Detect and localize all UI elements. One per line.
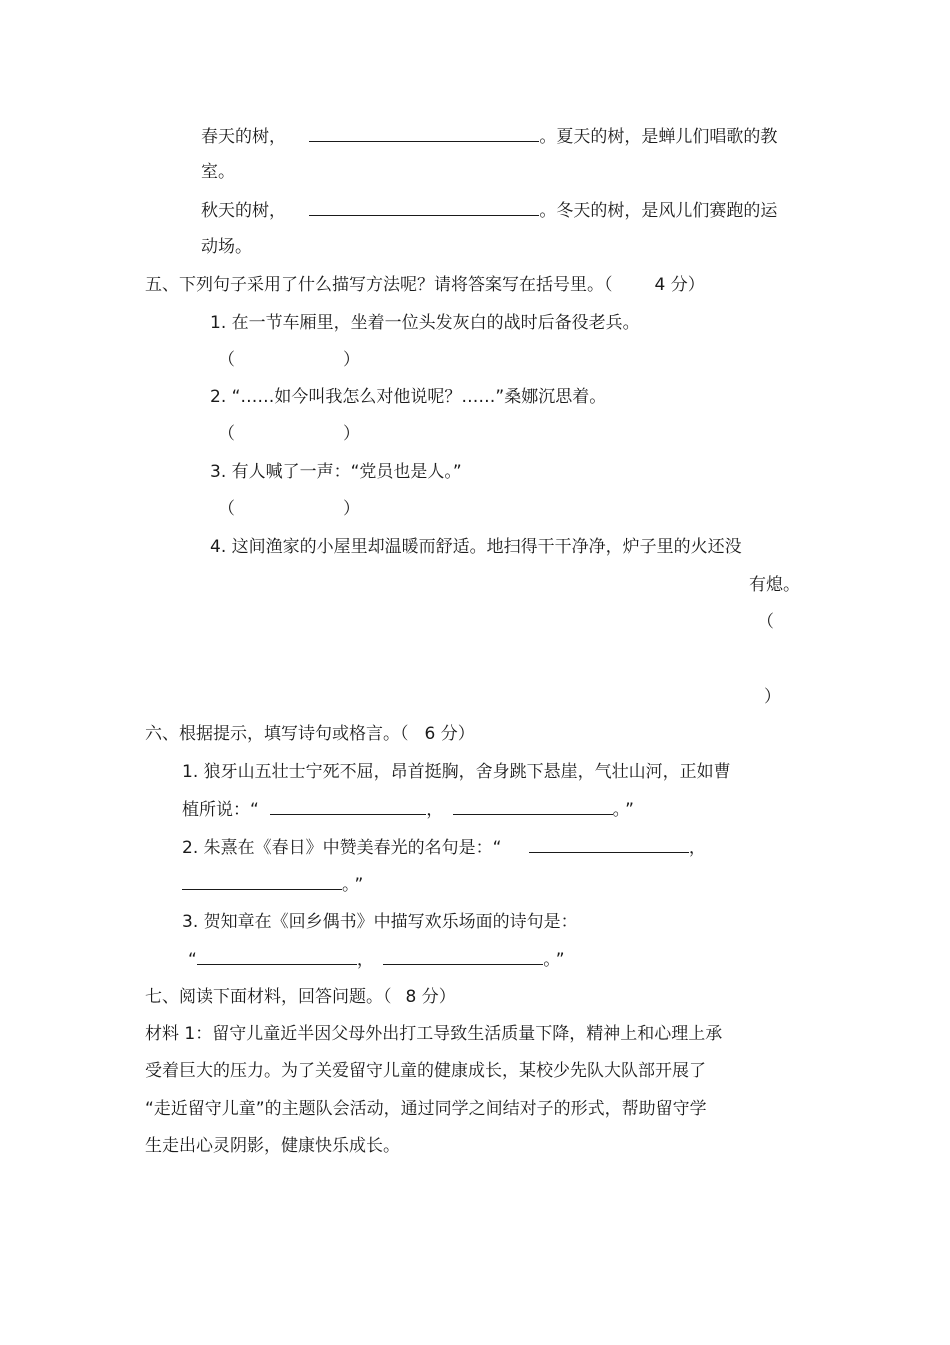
answer-parentheses-2[interactable] bbox=[218, 422, 360, 446]
section6-q2-line1 bbox=[182, 835, 706, 859]
section6-q3-line1: 3. 贺知章在《回乡偶书》中描写欢乐场面的诗句是： bbox=[182, 912, 578, 932]
open-quote: “ bbox=[188, 950, 197, 970]
material-line: “走近留守儿童”的主题队会活动，通过同学之间结对子的形式，帮助留守学 bbox=[145, 1099, 707, 1119]
paren-close: ） bbox=[343, 424, 360, 444]
fill-blank[interactable] bbox=[309, 124, 539, 142]
comma: ， bbox=[426, 800, 444, 820]
section4-line2-cont: 动场。 bbox=[201, 237, 252, 257]
close-quote: ” bbox=[625, 800, 634, 820]
section5-item-1: 1. 在一节车厢里，坐着一位头发灰白的战时后备役老兵。 bbox=[210, 313, 640, 333]
fill-blank[interactable] bbox=[453, 797, 613, 815]
comma: ， bbox=[356, 950, 374, 970]
close-quote: ” bbox=[354, 875, 364, 895]
answer-paren-open-4[interactable]: （ bbox=[757, 612, 774, 632]
answer-parentheses-1[interactable] bbox=[218, 348, 360, 372]
section6-heading-text: 六、根据提示，填写诗句或格言。（ bbox=[145, 724, 409, 744]
material-line: 材料 1：留守儿童近半因父母外出打工导致生活质量下降，精神上和心理上承 bbox=[145, 1024, 723, 1044]
section6-q1-line1: 1. 狼牙山五壮士宁死不屈，昂首挺胸，舍身跳下悬崖，气壮山河，正如曹 bbox=[182, 762, 731, 782]
fill-blank[interactable] bbox=[529, 835, 689, 853]
fill-blank[interactable] bbox=[197, 947, 357, 965]
period: 。 bbox=[543, 950, 552, 970]
fill-blank[interactable] bbox=[383, 947, 543, 965]
period: 。 bbox=[342, 875, 351, 895]
section4-line1-suffix: 。夏天的树，是蝉儿们唱歌的教 bbox=[539, 127, 778, 147]
section4-line2 bbox=[201, 198, 777, 222]
answer-paren-close-4[interactable]: ） bbox=[764, 687, 781, 707]
section4-line1-cont: 室。 bbox=[201, 162, 235, 182]
section4-line1 bbox=[201, 124, 777, 148]
q1-prefix: 植所说：“ bbox=[182, 800, 259, 820]
period: 。 bbox=[612, 800, 622, 820]
section4-line2-prefix: 秋天的树， bbox=[201, 201, 286, 221]
section6-q2-line2 bbox=[182, 872, 363, 896]
section5-item-2: 2. “……如今叫我怎么对他说呢？……”桑娜沉思着。 bbox=[210, 387, 607, 407]
section6-q3-line2 bbox=[188, 947, 565, 971]
section7-heading bbox=[145, 985, 456, 1009]
section6-q1-line2 bbox=[182, 797, 634, 821]
section5-heading bbox=[145, 273, 705, 297]
paren-close: ） bbox=[343, 499, 360, 519]
section5-item-4: 4. 这间渔家的小屋里却温暖而舒适。地扫得干干净净，炉子里的火还没 bbox=[210, 537, 742, 557]
fill-blank[interactable] bbox=[309, 198, 539, 216]
section5-item-3: 3. 有人喊了一声：“党员也是人。” bbox=[210, 462, 462, 482]
material-line: 生走出心灵阴影，健康快乐成长。 bbox=[145, 1136, 400, 1156]
section5-heading-text: 五、下列句子采用了什么描写方法呢？请将答案写在括号里。（ bbox=[145, 275, 613, 295]
section4-line1-prefix: 春天的树， bbox=[201, 127, 286, 147]
paren-open: （ bbox=[218, 424, 235, 444]
section6-points: 6 分） bbox=[424, 724, 475, 744]
q2-prefix: 2. 朱熹在《春日》中赞美春光的名句是：“ bbox=[182, 838, 502, 858]
material-line: 受着巨大的压力。为了关爱留守儿童的健康成长，某校少先队大队部开展了 bbox=[145, 1061, 706, 1081]
section7-heading-text: 七、阅读下面材料，回答问题。（ bbox=[145, 987, 392, 1007]
comma: ， bbox=[688, 838, 706, 858]
paren-open: （ bbox=[218, 350, 235, 370]
section7-points: 8 分） bbox=[405, 987, 456, 1007]
section4-line2-suffix: 。冬天的树，是风儿们赛跑的运 bbox=[539, 201, 778, 221]
answer-parentheses-3[interactable] bbox=[218, 497, 360, 521]
fill-blank[interactable] bbox=[182, 872, 342, 890]
section5-item-4-cont: 有熄。 bbox=[749, 575, 800, 595]
section5-points: 4 分） bbox=[654, 275, 705, 295]
close-quote: ” bbox=[555, 950, 565, 970]
fill-blank[interactable] bbox=[270, 797, 426, 815]
section6-heading bbox=[145, 722, 475, 746]
paren-close: ） bbox=[343, 350, 360, 370]
paren-open: （ bbox=[218, 499, 235, 519]
